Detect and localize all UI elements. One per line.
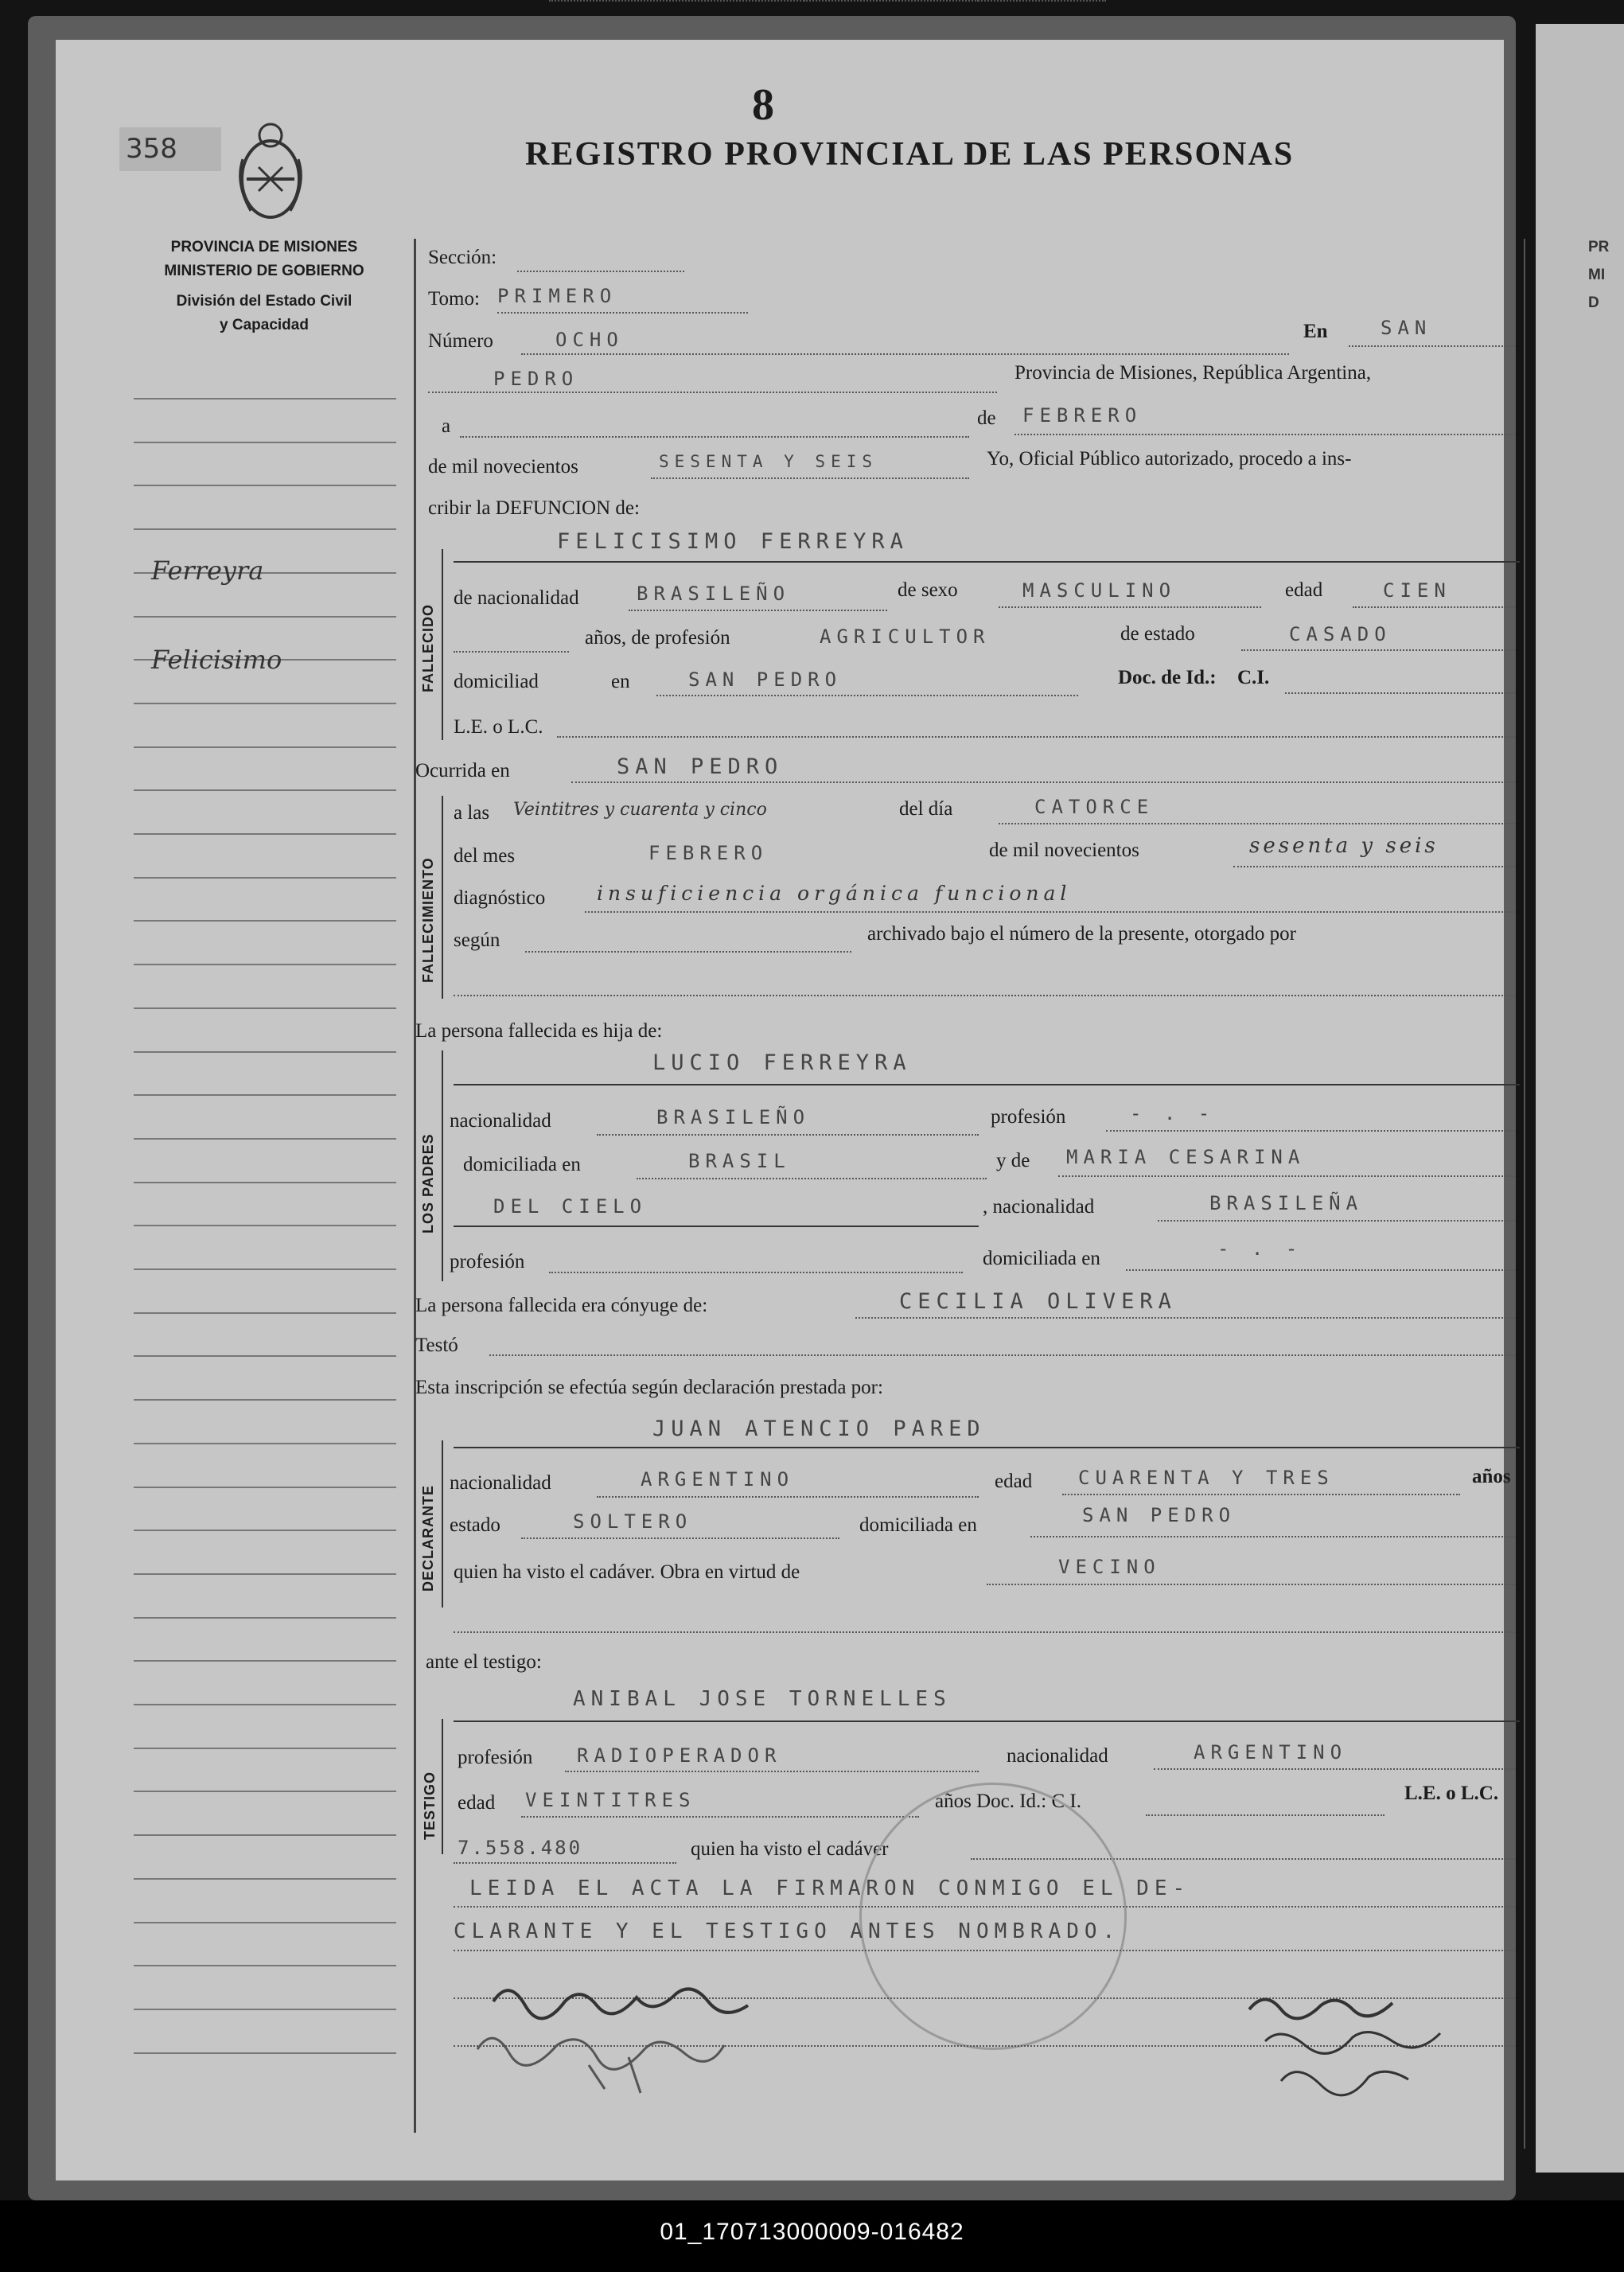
page-title: REGISTRO PROVINCIAL DE LAS PERSONAS	[525, 136, 1295, 173]
en-value: SAN	[1381, 317, 1432, 339]
closing-line-2-rule	[454, 1950, 1516, 1951]
fallecimiento-archivado-text: archivado bajo el número de la presente, otorgado por	[867, 923, 1296, 945]
testigo-name: ANIBAL JOSE TORNELLES	[573, 1687, 952, 1711]
margin-line	[134, 1965, 396, 1966]
margin-line	[134, 1748, 396, 1749]
declarante-nac-value: ARGENTINO	[641, 1468, 795, 1491]
fallecimiento-segun-label: según	[454, 929, 500, 951]
declarante-dom-line	[1030, 1536, 1516, 1537]
madre-domicilio-value: - . -	[1217, 1237, 1303, 1260]
folio-number: 358	[119, 127, 221, 171]
margin-line	[134, 877, 396, 879]
fallecido-name-rule	[454, 561, 1520, 563]
margin-line	[134, 964, 396, 965]
fallecido-sexo-line	[999, 606, 1261, 608]
fallecimiento-segun-line	[525, 951, 851, 953]
image-id-footer: 01_170713000009-016482	[0, 2200, 1624, 2272]
declarante-visto-label: quien ha visto el cadáver. Obra en virtud de	[454, 1561, 800, 1583]
madre-profesion-line	[549, 1272, 963, 1273]
fallecido-bracket	[442, 549, 443, 740]
padres-intro: La persona fallecida es hija de:	[415, 1020, 663, 1042]
declarante-edad-label: edad	[995, 1471, 1033, 1492]
closing-line-1-rule	[454, 1906, 1516, 1908]
de-label: de	[977, 407, 996, 429]
declarante-estado-value: SOLTERO	[573, 1510, 693, 1533]
margin-line	[134, 1138, 396, 1140]
institution-ministry: MINISTERIO DE GOBIERNO	[164, 263, 364, 279]
margin-line	[134, 1094, 396, 1096]
testigo-prof-line	[565, 1771, 979, 1772]
fallecimiento-bracket	[442, 796, 443, 999]
declarante-name-rule	[454, 1447, 1520, 1448]
testigo-doc-line	[1146, 1814, 1384, 1816]
fallecido-doc-line	[1285, 692, 1516, 694]
declarante-side-label: DECLARANTE	[420, 1485, 436, 1592]
fallecimiento-mes-label: del mes	[454, 845, 516, 867]
declarante-anos-label: años	[1472, 1466, 1511, 1487]
conyuge-value: CECILIA OLIVERA	[899, 1289, 1177, 1314]
margin-line	[134, 1269, 396, 1270]
fallecimiento-hora-value: Veintitres y cuarenta y cinco	[513, 800, 767, 820]
institution-division: División del Estado Civil	[176, 293, 352, 310]
madre-name-2: DEL CIELO	[493, 1195, 648, 1218]
numero-value: OCHO	[555, 329, 624, 351]
conyuge-label: La persona fallecida era cónyuge de:	[415, 1295, 708, 1316]
fallecimiento-hora-label: a las	[454, 802, 490, 824]
oficial-signature	[1233, 1986, 1496, 2105]
tomo-value: PRIMERO	[497, 285, 617, 307]
institution-province: PROVINCIA DE MISIONES	[170, 239, 358, 255]
testigo-intro: ante el testigo:	[426, 1651, 542, 1673]
fallecimiento-anio-line	[1233, 866, 1516, 867]
madre-name-1: MARIA CESARINA	[1066, 1146, 1306, 1168]
fallecimiento-side-label: FALLECIMIENTO	[420, 857, 436, 983]
numero-label: Número	[428, 330, 493, 352]
testigo-visto-label: quien ha visto el cadáver	[691, 1838, 889, 1860]
fallecido-nacionalidad-line	[629, 610, 887, 611]
testo-label: Testó	[415, 1335, 458, 1356]
declarante-dom-label: domiciliada en	[859, 1514, 977, 1536]
testigo-edad-line	[521, 1816, 919, 1818]
fallecido-side-label: FALLECIDO	[420, 604, 436, 692]
ocurrida-line	[571, 781, 1516, 783]
day-line	[460, 436, 969, 438]
margin-line	[134, 833, 396, 835]
margin-line	[134, 2052, 396, 2054]
margin-line	[134, 1834, 396, 1836]
official-stamp	[859, 1783, 1127, 2050]
fallecido-estado-label: de estado	[1120, 623, 1195, 645]
page-number: 8	[752, 80, 774, 130]
fallecido-anos-label: años, de profesión	[585, 627, 730, 649]
fallecido-doc-label: Doc. de Id.:	[1118, 667, 1217, 688]
padre-nacionalidad-line	[597, 1134, 979, 1136]
declarante-edad-line	[1062, 1494, 1460, 1495]
padre-name-rule	[454, 1084, 1520, 1085]
padre-profesion-label: profesión	[991, 1106, 1066, 1128]
testigo-prof-value: RADIOPERADOR	[577, 1744, 782, 1767]
fallecido-domicilio-value: SAN PEDRO	[688, 668, 843, 691]
official-text: Yo, Oficial Público autorizado, procedo a ins-	[987, 448, 1352, 470]
margin-line	[134, 1182, 396, 1183]
declarante-estado-line	[521, 1537, 839, 1539]
ocurrida-value: SAN PEDRO	[617, 754, 784, 779]
madre-domicilio-label: domiciliada en	[983, 1248, 1100, 1269]
madre-nacionalidad-line	[1158, 1220, 1516, 1222]
fallecido-en-label: en	[611, 671, 630, 692]
fallecido-edad-value: CIEN	[1383, 579, 1451, 602]
tomo-label: Tomo:	[428, 288, 480, 310]
padre-profesion-value: - . -	[1130, 1102, 1216, 1124]
coat-of-arms-icon	[235, 119, 306, 223]
fallecido-name: FELICISIMO FERREYRA	[557, 529, 909, 554]
madre-name-line	[1058, 1175, 1516, 1177]
declarante-bracket	[442, 1440, 443, 1608]
margin-line	[134, 703, 396, 704]
fallecimiento-dia-value: CATORCE	[1034, 796, 1155, 818]
margin-line	[134, 1225, 396, 1226]
fallecimiento-anio-label: de mil novecientos	[989, 840, 1139, 861]
padres-side-label: LOS PADRES	[420, 1133, 436, 1233]
right-border	[1524, 239, 1525, 2149]
testigo-doc-number: 7.558.480	[458, 1837, 583, 1859]
madre-nacionalidad-value: BRASILEÑA	[1209, 1192, 1364, 1214]
madre-domicilio-line	[1126, 1269, 1516, 1271]
padre-nacionalidad-value: BRASILEÑO	[656, 1106, 811, 1128]
testigo-nac-line	[1154, 1768, 1516, 1770]
declarante-dom-value: SAN PEDRO	[1082, 1504, 1236, 1526]
testigo-prof-label: profesión	[458, 1747, 533, 1768]
fallecido-le-label: L.E. o L.C.	[454, 716, 543, 738]
margin-line	[134, 1007, 396, 1009]
padres-bracket	[442, 1050, 443, 1281]
fallecido-estado-line	[1241, 649, 1516, 651]
en-line	[1349, 345, 1516, 347]
margin-line	[134, 920, 396, 922]
month-line	[1015, 434, 1516, 435]
margin-line	[134, 1530, 396, 1531]
margin-line	[134, 1704, 396, 1705]
a-label: a	[442, 415, 451, 437]
seccion-line	[517, 271, 684, 272]
margin-line	[134, 398, 396, 399]
fallecido-nacionalidad-label: de nacionalidad	[454, 587, 579, 609]
declarante-nac-label: nacionalidad	[450, 1472, 551, 1494]
year-prefix: de mil novecientos	[428, 456, 578, 477]
fallecimiento-mes-line	[549, 0, 979, 2]
declarante-edad-value: CUARENTA Y TRES	[1078, 1467, 1334, 1489]
margin-line	[134, 1791, 396, 1792]
seccion-label: Sección:	[428, 247, 497, 268]
margin-line	[134, 789, 396, 791]
madre-yde-label: y de	[996, 1150, 1030, 1171]
margin-note-name: Felicisimo	[151, 645, 282, 675]
tomo-line	[497, 312, 748, 314]
place-value: PEDRO	[493, 368, 579, 390]
madre-nacionalidad-label: , nacionalidad	[983, 1196, 1095, 1218]
fallecimiento-diag-line	[585, 911, 1516, 913]
declarante-signature	[446, 1970, 891, 2097]
margin-line	[134, 616, 396, 618]
testigo-edad-value: VEINTITRES	[525, 1789, 696, 1811]
fallecido-profesion-value: AGRICULTOR	[820, 625, 991, 648]
padre-domicilio-label: domiciliada en	[463, 1154, 581, 1175]
fallecido-doc-type: C.I.	[1237, 667, 1270, 688]
margin-line	[134, 1660, 396, 1662]
fallecido-edad-label: edad	[1285, 579, 1323, 601]
fallecimiento-dia-line	[999, 823, 1516, 824]
inscribir-text: cribir la DEFUNCION de:	[428, 497, 640, 519]
margin-line	[134, 1355, 396, 1357]
year-line	[651, 477, 969, 479]
declarante-intro: Esta inscripción se efectúa según declaración prestada por:	[415, 1377, 883, 1398]
testigo-name-rule	[454, 1721, 1520, 1722]
testigo-nac-value: ARGENTINO	[1194, 1741, 1348, 1763]
column-divider	[414, 239, 416, 2133]
adjacent-page: PR MI D	[1536, 24, 1624, 2173]
padre-name: LUCIO FERREYRA	[652, 1050, 912, 1075]
margin-line	[134, 1399, 396, 1401]
fallecido-sexo-label: de sexo	[898, 579, 958, 601]
declarante-virtud-value: VECINO	[1058, 1556, 1161, 1578]
declarante-estado-label: estado	[450, 1514, 500, 1536]
fallecimiento-dia-label: del día	[899, 798, 953, 820]
declarante-virtud-line	[987, 1584, 1516, 1585]
fallecido-anos-line	[454, 651, 569, 653]
margin-line	[134, 1922, 396, 1923]
margin-line	[134, 2009, 396, 2010]
fallecido-domicilio-line	[656, 695, 1078, 696]
fallecido-domicilio-label: domiciliad	[454, 671, 539, 692]
fallecido-edad-line	[1353, 606, 1516, 608]
fallecimiento-diag-label: diagnóstico	[454, 887, 546, 909]
declarante-extra-line	[454, 1631, 1516, 1633]
testigo-side-label: TESTIGO	[422, 1771, 438, 1840]
margin-note-surname: Ferreyra	[151, 555, 264, 586]
margin-line	[134, 1051, 396, 1053]
margin-line	[134, 1573, 396, 1575]
fallecimiento-mes-value: FEBRERO	[648, 842, 769, 864]
madre-name2-rule	[454, 1226, 979, 1227]
conyuge-line	[855, 1317, 1516, 1319]
margin-line	[134, 1617, 396, 1619]
en-label: En	[1303, 321, 1328, 342]
fallecido-sexo-value: MASCULINO	[1022, 579, 1177, 602]
numero-line	[521, 353, 1289, 355]
margin-line	[134, 1312, 396, 1314]
margin-line	[134, 1487, 396, 1488]
province-text: Provincia de Misiones, República Argentina,	[1015, 362, 1372, 384]
institution-capacity: y Capacidad	[220, 317, 309, 333]
testigo-doc-label: años Doc. Id.: C.I.	[935, 1791, 1081, 1812]
margin-line	[134, 442, 396, 443]
fallecido-nacionalidad-value: BRASILEÑO	[637, 583, 791, 605]
margin-line	[134, 746, 396, 748]
padre-profesion-line	[1106, 1130, 1516, 1132]
testo-line	[489, 1354, 1516, 1356]
padre-domicilio-line	[637, 1178, 987, 1179]
padre-domicilio-value: BRASIL	[688, 1150, 791, 1172]
fallecimiento-anio-value: sesenta y seis	[1249, 834, 1439, 858]
fallecido-estado-value: CASADO	[1289, 623, 1392, 645]
margin-line	[134, 1878, 396, 1880]
testigo-doc-number-line	[454, 1862, 676, 1864]
closing-line-1: LEIDA EL ACTA LA FIRMARON CONMIGO EL DE-	[469, 1876, 1191, 1900]
fallecido-le-line	[557, 736, 1516, 738]
margin-line	[134, 485, 396, 486]
year-value: SESENTA Y SEIS	[659, 452, 878, 471]
month-value: FEBRERO	[1022, 404, 1143, 427]
margin-line	[134, 1443, 396, 1444]
testigo-bracket	[442, 1719, 443, 1854]
declarante-name: JUAN ATENCIO PARED	[652, 1417, 986, 1441]
madre-profesion-label: profesión	[450, 1251, 525, 1272]
padre-nacionalidad-label: nacionalidad	[450, 1110, 551, 1132]
testigo-le-label: L.E. o L.C.	[1404, 1783, 1499, 1804]
margin-line	[134, 528, 396, 530]
declarante-nac-line	[597, 1496, 979, 1498]
closing-line-2: CLARANTE Y EL TESTIGO ANTES NOMBRADO.	[454, 1919, 1121, 1943]
place-line	[428, 392, 997, 393]
testigo-edad-label: edad	[458, 1792, 496, 1814]
ocurrida-label: Ocurrida en	[415, 760, 510, 781]
fallecimiento-diag-value: insuficiencia orgánica funcional	[597, 882, 1072, 905]
fallecimiento-extra-line	[454, 995, 1516, 996]
testigo-nac-label: nacionalidad	[1007, 1745, 1108, 1767]
